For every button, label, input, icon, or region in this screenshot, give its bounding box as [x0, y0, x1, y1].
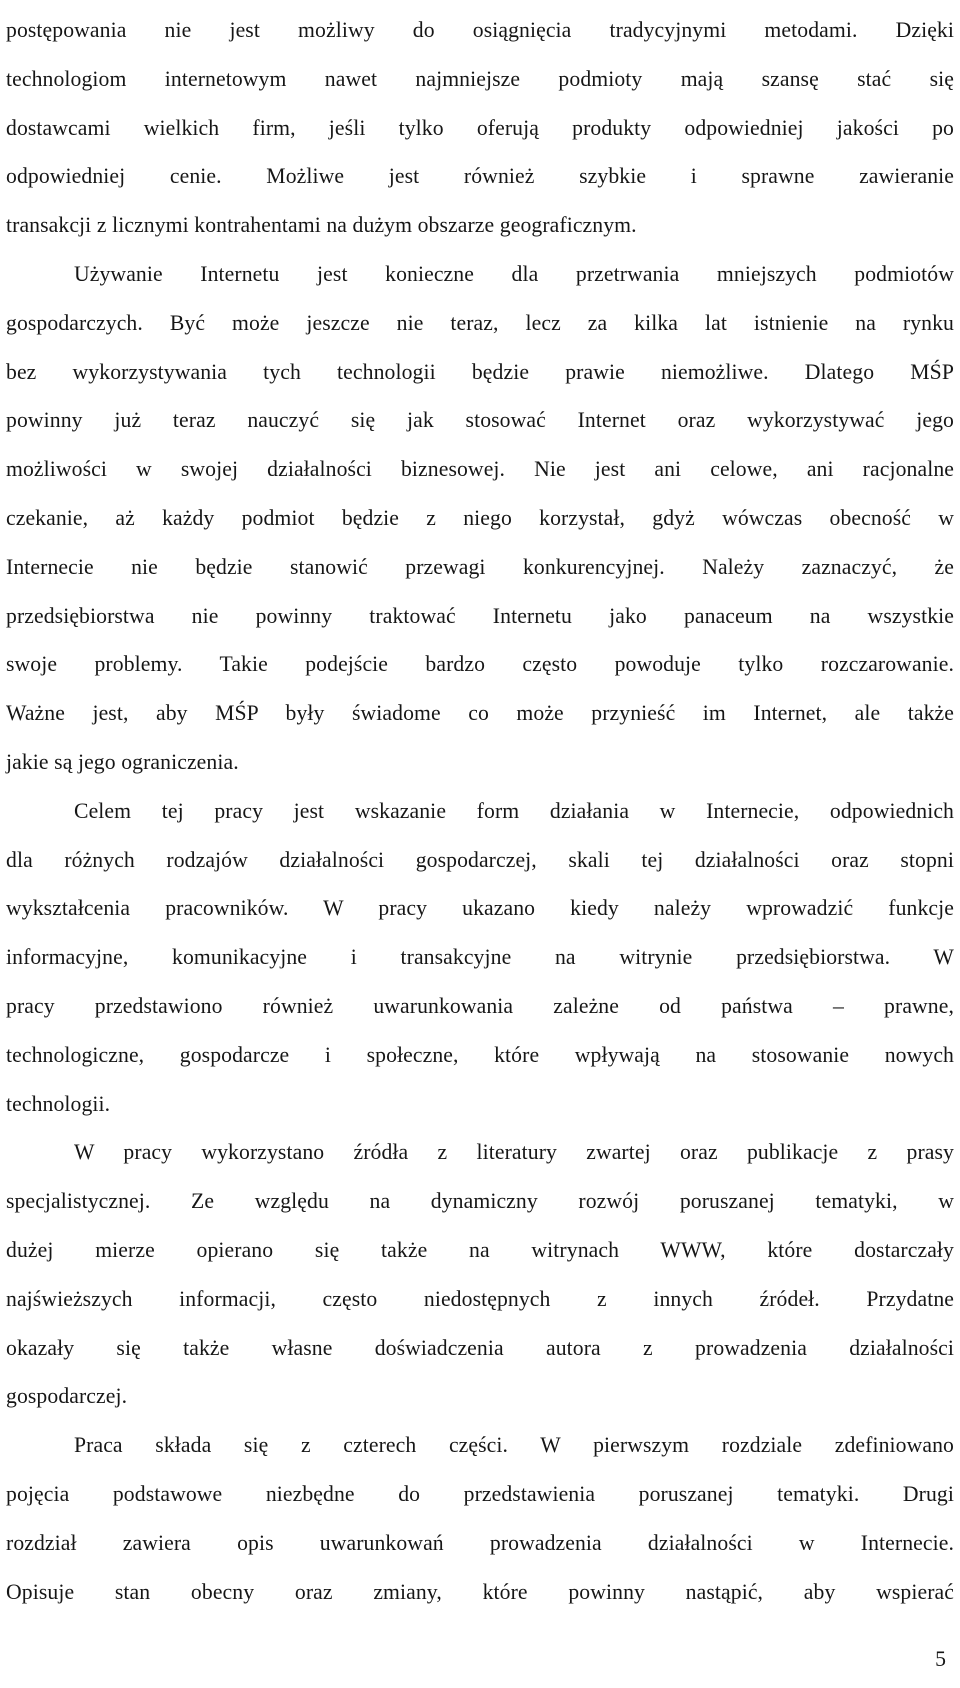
text-line: dla różnych rodzajów działalności gospodarczej, skali tej działalności oraz stopni: [6, 847, 954, 872]
text-line: informacyjne, komunikacyjne i transakcyjne na witrynie przedsiębiorstwa. W: [6, 945, 954, 970]
text-line: Celem tej pracy jest wskazanie form działania w Internecie, odpowiednich: [74, 798, 954, 823]
text-line: gospodarczych. Być może jeszcze nie teraz, lecz za kilka lat istnienie na rynku: [6, 310, 954, 335]
text-line: Praca składa się z czterech części. W pierwszym rozdziale zdefiniowano: [74, 1433, 954, 1458]
text-line: transakcji z licznymi kontrahentami na dużym obszarze geograficznym.: [6, 213, 637, 238]
text-line: odpowiedniej cenie. Możliwe jest również szybkie i sprawne zawieranie: [6, 164, 954, 189]
text-line: wykształcenia pracowników. W pracy ukazano kiedy należy wprowadzić funkcje: [6, 896, 954, 921]
body-text: [6, 6, 954, 1616]
text-line: dużej mierze opierano się także na witrynach WWW, które dostarczały: [6, 1237, 954, 1262]
text-line: technologii.: [6, 1091, 111, 1116]
text-line: Ważne jest, aby MŚP były świadome co może przynieść im Internet, ale także: [6, 701, 954, 726]
text-line: bez wykorzystywania tych technologii będzie prawie niemożliwe. Dlatego MŚP: [6, 359, 954, 384]
text-line: pojęcia podstawowe niezbędne do przedstawienia poruszanej tematyki. Drugi: [6, 1481, 954, 1506]
text-line: Opisuje stan obecny oraz zmiany, które powinny nastąpić, aby wspierać: [6, 1579, 954, 1604]
text-line: technologiczne, gospodarcze i społeczne, które wpływają na stosowanie nowych: [6, 1042, 954, 1067]
text-line: jakie są jego ograniczenia.: [6, 749, 239, 774]
text-line: dostawcami wielkich firm, jeśli tylko oferują produkty odpowiedniej jakości po: [6, 115, 954, 140]
text-line: rozdział zawiera opis uwarunkowań prowadzenia działalności w Internecie.: [6, 1530, 954, 1555]
text-line: Internecie nie będzie stanowić przewagi konkurencyjnej. Należy zaznaczyć, że: [6, 554, 954, 579]
text-line: najświeższych informacji, często niedostępnych z innych źródeł. Przydatne: [6, 1286, 954, 1311]
text-line: przedsiębiorstwa nie powinny traktować Internetu jako panaceum na wszystkie: [6, 603, 954, 628]
page-number: 5: [935, 1647, 946, 1671]
text-line: Używanie Internetu jest konieczne dla przetrwania mniejszych podmiotów: [74, 261, 954, 286]
text-line: okazały się także własne doświadczenia autora z prowadzenia działalności: [6, 1335, 954, 1360]
text-line: W pracy wykorzystano źródła z literatury zwartej oraz publikacje z prasy: [74, 1140, 954, 1165]
text-line: czekanie, aż każdy podmiot będzie z niego korzystał, gdyż wówczas obecność w: [6, 505, 954, 530]
text-line: możliwości w swojej działalności biznesowej. Nie jest ani celowe, ani racjonalne: [6, 457, 954, 482]
text-line: technologiom internetowym nawet najmniejsze podmioty mają szansę stać się: [6, 66, 954, 91]
text-line: powinny już teraz nauczyć się jak stosować Internet oraz wykorzystywać jego: [6, 408, 954, 433]
text-line: gospodarczej.: [6, 1384, 128, 1409]
text-line: swoje problemy. Takie podejście bardzo często powoduje tylko rozczarowanie.: [6, 652, 954, 677]
text-line: postępowania nie jest możliwy do osiągnięcia tradycyjnymi metodami. Dzięki: [6, 18, 954, 42]
text-line: pracy przedstawiono również uwarunkowania zależne od państwa – prawne,: [6, 993, 954, 1018]
text-line: specjalistycznej. Ze względu na dynamiczny rozwój poruszanej tematyki, w: [6, 1189, 954, 1214]
